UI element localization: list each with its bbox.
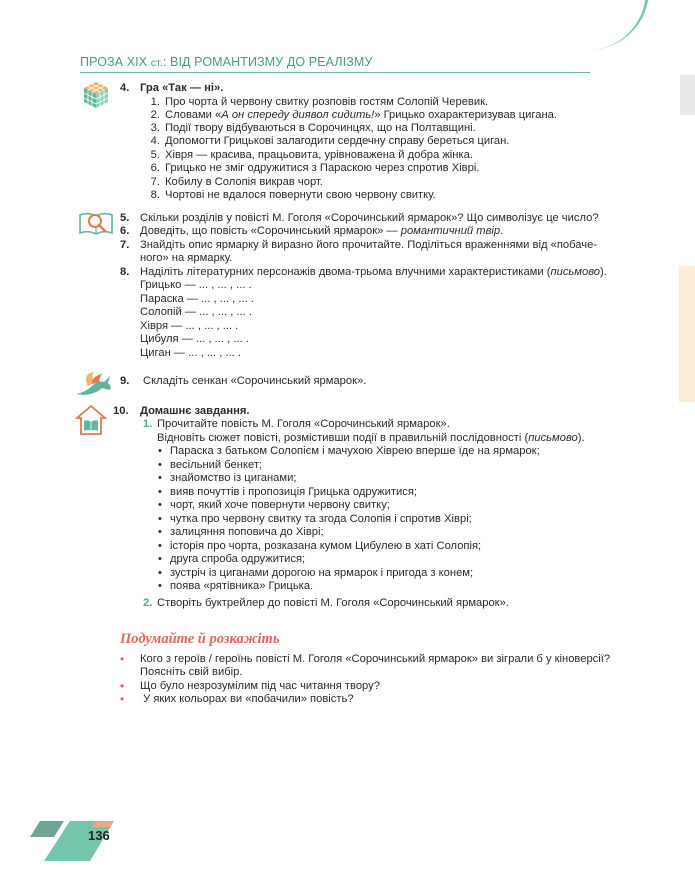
q4-title: Гра «Так — ні». (140, 82, 224, 94)
event-item: весільний бенкет; (170, 459, 263, 471)
q6-text: Доведіть, що повість «Сорочинський ярмарок» — романтичний твір. (140, 225, 504, 237)
bullet: • (158, 553, 162, 565)
event-item: поява «рятівника» Грицька. (170, 580, 314, 592)
event-item: чутка про червону свитку та згода Солопія і спротив Хіврі; (170, 513, 472, 525)
event-item: вияв почуттів і пропозиція Грицька одружитися; (170, 486, 418, 498)
event-item: знайомство із циганами; (170, 472, 297, 484)
q8-character: Циган — ... , ... , ... . (140, 347, 242, 359)
bullet: • (158, 513, 162, 525)
q10-step1-line1: Прочитайте повість М. Гоголя «Сорочинський ярмарок». (157, 418, 450, 430)
bullet: • (158, 445, 162, 457)
header-rule (80, 72, 590, 73)
q10-step-number: 2. (143, 597, 153, 609)
page-number: 136 (88, 828, 110, 843)
bullet: • (158, 567, 162, 579)
edge-shade (680, 75, 695, 115)
bullet: • (158, 472, 162, 484)
q4-item-number: 1. (150, 96, 160, 108)
think-item-line1: Кого з героїв / героїнь повісті М. Гоголя «Сорочинський ярмарок» ви зіграли б у кіноверсії? (140, 653, 611, 665)
q4-number: 4. (120, 82, 130, 94)
q4-item: Кобилу в Солопія викрав чорт. (165, 176, 323, 188)
red-bullet: • (120, 652, 125, 666)
q8-number: 8. (120, 266, 130, 278)
red-bullet: • (120, 692, 125, 706)
q4-item: Допомогти Грицькові залагодити сердечну справу береться циган. (165, 135, 510, 147)
q4-item: Події твору відбуваються в Сорочинцях, що на Полтавщині. (165, 122, 476, 134)
event-item: друга спроба одружитися; (170, 553, 306, 565)
q4-item-number: 2. (150, 109, 160, 121)
q8-text: Наділіть літературних персонажів двома-трьома влучними характеристиками (письмово). (140, 266, 607, 278)
bullet: • (158, 526, 162, 538)
bullet: • (158, 499, 162, 511)
side-tab (679, 266, 695, 402)
think-item: У яких кольорах ви «побачили» повість? (140, 693, 354, 705)
q10-step-number: 1. (143, 418, 153, 430)
q10-number: 10. (113, 405, 129, 417)
q5-number: 5. (120, 212, 130, 224)
q8-character: Параска — ... , ... , ... . (140, 293, 254, 305)
q4-item: Чортові не вдалося повернути свою червону свитку. (165, 189, 436, 201)
q4-item-number: 6. (150, 162, 160, 174)
think-heading: Подумайте й розкажіть (120, 631, 280, 647)
q4-item-number: 5. (150, 149, 160, 161)
bullet: • (158, 486, 162, 498)
q4-item-number: 3. (150, 122, 160, 134)
decorative-arc (586, 0, 649, 50)
bullet: • (158, 580, 162, 592)
q4-item-number: 7. (150, 176, 160, 188)
q4-item: Словами «А он спереду диявол сидить!» Грицько охарактеризував цигана. (165, 109, 557, 121)
q8-character: Грицько — ... , ... , ... . (140, 279, 252, 291)
event-item: залицяння поповича до Хіврі; (170, 526, 324, 538)
q4-item-number: 8. (150, 189, 160, 201)
q6-number: 6. (120, 225, 130, 237)
event-item: чорт, який хоче повернути червону свитку; (170, 499, 390, 511)
q4-item: Грицько не зміг одружитися з Параскою через спротив Хіврі. (165, 162, 480, 174)
q4-item: Про чорта й червону свитку розповів гостям Солопій Черевик. (165, 96, 489, 108)
red-bullet: • (120, 679, 125, 693)
q10-step2-text: Створіть буктрейлер до повісті М. Гоголя «Сорочинський ярмарок». (157, 597, 509, 609)
q9-number: 9. (120, 375, 130, 387)
q8-character: Цибуля — ... , ... , ... . (140, 333, 249, 345)
q10-title: Домашнє завдання. (140, 405, 250, 417)
event-item: зустріч із циганами дорогою на ярмарок і пригода з конем; (170, 567, 474, 579)
think-item-line2: Поясніть свій вибір. (140, 666, 243, 678)
think-item: Що було незрозумілим під час читання твору? (140, 680, 380, 692)
q5-text: Скільки розділів у повісті М. Гоголя «Сорочинський ярмарок»? Що символізує це число? (140, 212, 599, 224)
q7-number: 7. (120, 239, 130, 251)
q7-line1: Знайдіть опис ярмарку й виразно його прочитайте. Поділіться враженнями від «побаче- (140, 239, 598, 251)
event-item: Параска з батьком Солопієм і мачухою Хіврею вперше їде на ярмарок; (170, 445, 540, 457)
event-item: історія про чорта, розказана кумом Цибулею в хаті Солопія; (170, 540, 482, 552)
q10-step1-line2: Відновіть сюжет повісті, розмістивши події в правильній послідовності (письмово). (157, 432, 585, 444)
bullet: • (158, 540, 162, 552)
page-header: ПРОЗА XIX ст.: ВІД РОМАНТИЗМУ ДО РЕАЛІЗМУ (80, 55, 373, 69)
q8-character: Солопій — ... , ... , ... . (140, 306, 252, 318)
q7-line2: ного» на ярмарку. (140, 252, 233, 264)
q8-character: Хівря — ... , ... , ... . (140, 320, 239, 332)
cube-icon (82, 80, 110, 110)
bullet: • (158, 459, 162, 471)
book-magnifier-icon (78, 209, 114, 237)
q4-item: Хівря — красива, працьовита, урівноважена й добра жінка. (165, 149, 473, 161)
q9-text: Складіть сенкан «Сорочинський ярмарок». (143, 375, 367, 387)
house-book-icon (75, 404, 107, 436)
q4-item-number: 4. (150, 135, 160, 147)
pegasus-icon (72, 370, 116, 398)
